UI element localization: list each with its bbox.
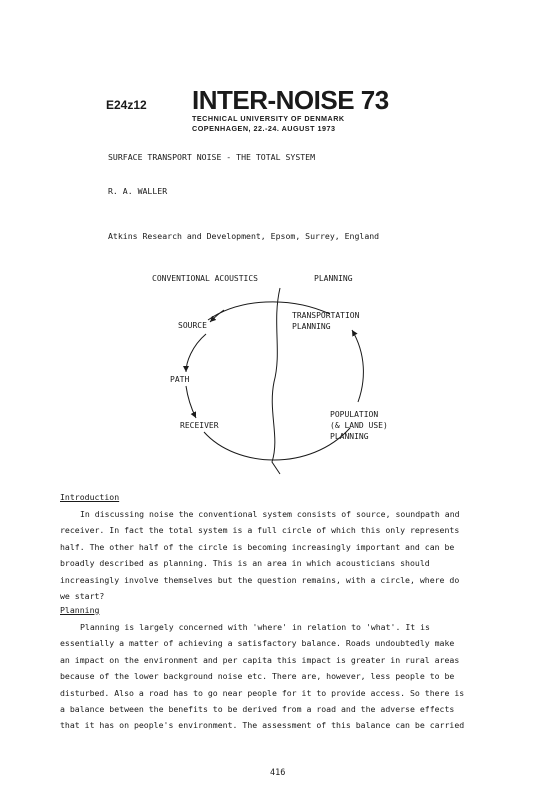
text-line: increasingly involve themselves but the question remains, with a circle, where do xyxy=(60,574,460,585)
text-line: In discussing noise the conventional system consists of source, soundpath and xyxy=(80,509,460,519)
right-heading: PLANNING xyxy=(314,274,353,283)
label-population: POPULATION xyxy=(330,410,379,419)
conference-location-date: COPENHAGEN, 22.-24. AUGUST 1973 xyxy=(192,124,336,133)
arc-source-to-path xyxy=(186,334,206,372)
text-line: broadly described as planning. This is an area in which acousticians should xyxy=(60,558,430,569)
text-line: Planning is largely concerned with 'where' in relation to 'what'. It is xyxy=(80,622,430,632)
label-transportation-planning: PLANNING xyxy=(292,322,331,331)
label-transportation: TRANSPORTATION xyxy=(292,311,360,320)
divider-line xyxy=(272,288,280,474)
text-line: essentially a matter of achieving a satisfactory balance. Roads undoubtedly make xyxy=(60,638,455,649)
page-number: 416 xyxy=(270,768,286,778)
text-line: that it has on people's environment. The assessment of this balance can be carried xyxy=(60,720,465,731)
paper-author: R. A. WALLER xyxy=(108,186,168,196)
introduction-heading: Introduction xyxy=(60,492,120,502)
text-line: disturbed. Also a road has to go near people for it to provide access. So there is xyxy=(60,687,465,698)
text-line: half. The other half of the circle is becoming increasingly important and can be xyxy=(60,541,455,552)
paper-code: E24z12 xyxy=(106,98,147,112)
label-source: SOURCE xyxy=(178,321,207,330)
text-line: we start? xyxy=(60,591,105,602)
text-line: a balance between the benefits to be derived from a road and the adverse effects xyxy=(60,704,455,715)
planning-paragraph xyxy=(60,619,500,734)
arc-path-to-receiver xyxy=(186,386,196,418)
planning-heading: Planning xyxy=(60,605,100,615)
paper-affiliation: Atkins Research and Development, Epsom, Surrey, England xyxy=(108,231,380,241)
label-path: PATH xyxy=(170,375,190,384)
arrow-into-source xyxy=(210,310,224,322)
text-line: receiver. In fact the total system is a full circle of which this only represents xyxy=(60,525,460,536)
left-heading: CONVENTIONAL ACOUSTICS xyxy=(152,274,258,283)
paper-title: SURFACE TRANSPORT NOISE - THE TOTAL SYSTEM xyxy=(108,152,316,162)
arc-population-to-transport xyxy=(352,330,363,402)
text-line: because of the lower background noise etc. There are, however, less people to be xyxy=(60,671,455,682)
label-population-planning: PLANNING xyxy=(330,432,369,441)
text-line: an impact on the environment and per capita this impact is greater in rural areas xyxy=(60,654,460,665)
label-land-use: (& LAND USE) xyxy=(330,421,388,430)
introduction-paragraph xyxy=(60,506,500,604)
label-receiver: RECEIVER xyxy=(180,421,219,430)
arc-bottom xyxy=(204,428,350,460)
conference-university: TECHNICAL UNIVERSITY OF DENMARK xyxy=(192,114,345,123)
conference-title: INTER-NOISE 73 xyxy=(192,85,389,115)
system-circle-diagram xyxy=(140,262,400,482)
